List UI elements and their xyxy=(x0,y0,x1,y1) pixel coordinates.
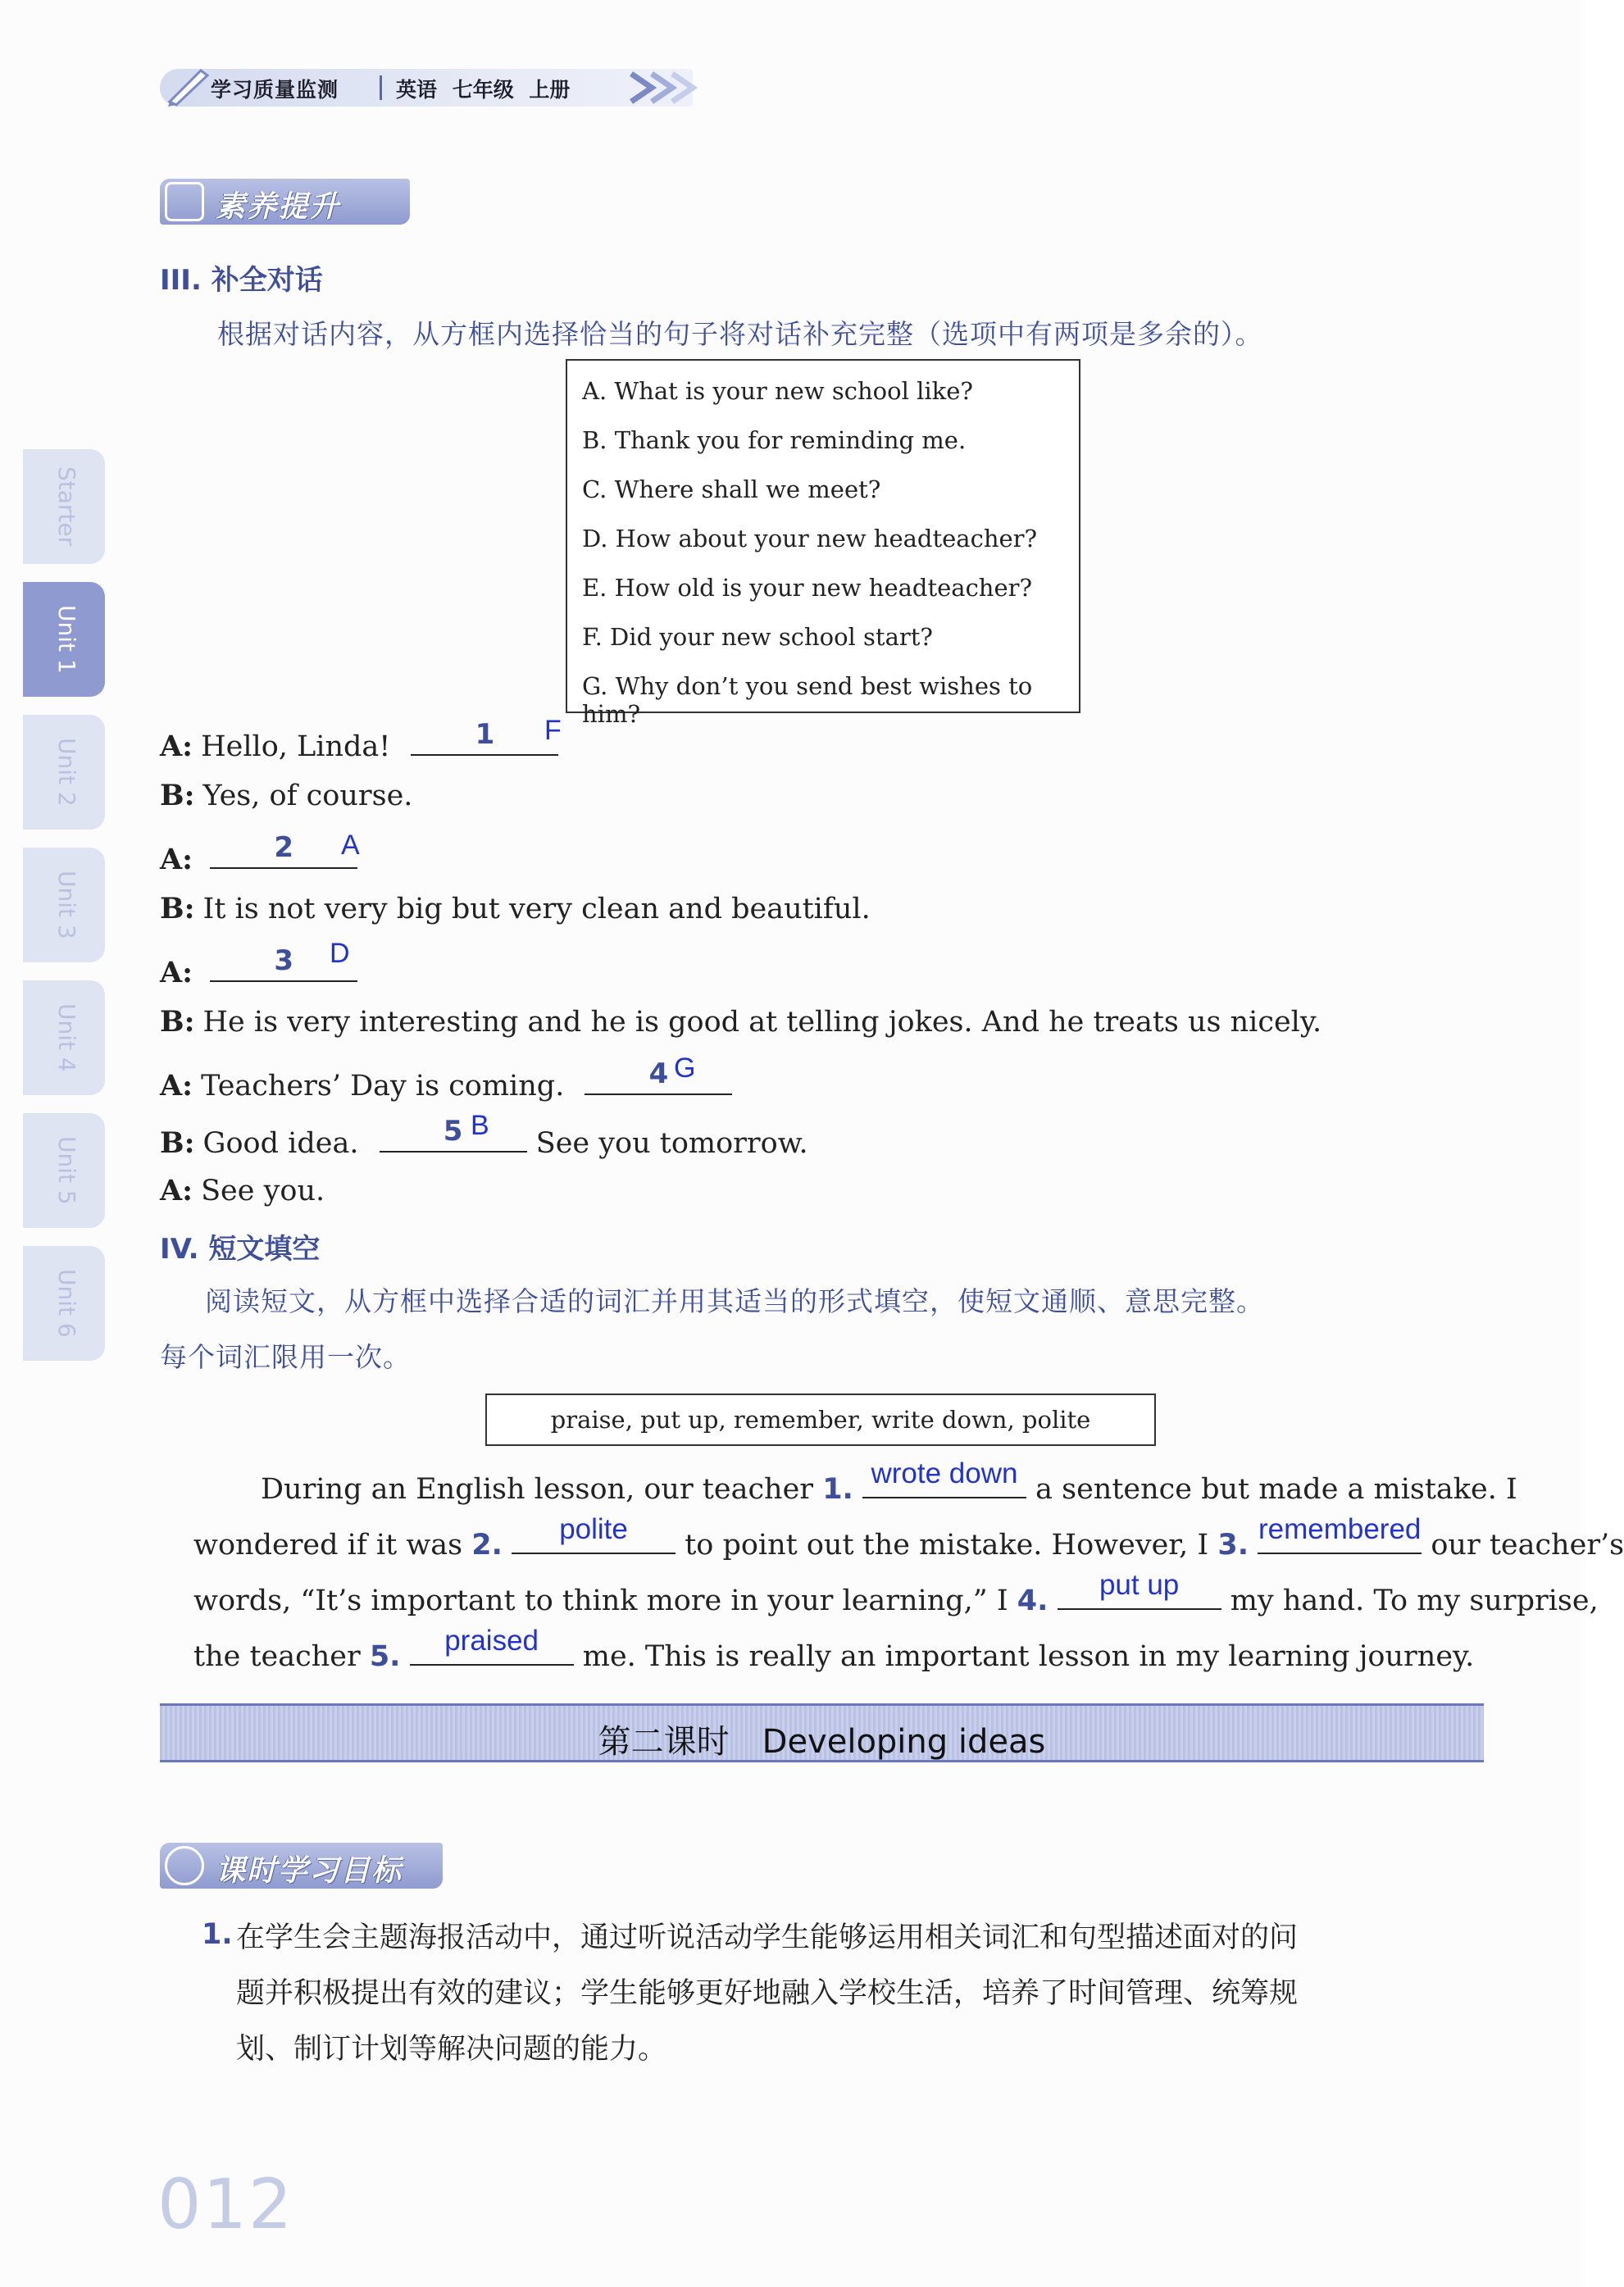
goal-number: 1. xyxy=(202,1918,233,1951)
option-g: G. Why don’t you send best wishes to him? xyxy=(582,672,1033,728)
fill-answer: put up xyxy=(1099,1569,1180,1601)
fill-blank-4[interactable] xyxy=(1058,1569,1221,1610)
speaker: B: xyxy=(160,779,195,812)
passage-text: to point out the mistake. However, I xyxy=(685,1529,1209,1562)
word-box: praise, put up, remember, write down, polite xyxy=(485,1394,1156,1446)
speaker: A: xyxy=(160,843,193,876)
section-banner-goals xyxy=(160,1843,443,1889)
blank-number: 3 xyxy=(274,944,294,977)
dialogue-text: Yes, of course. xyxy=(202,780,413,812)
blank-number: 5 xyxy=(443,1115,463,1148)
option-a: A. What is your new school like? xyxy=(582,377,973,405)
passage-line-1 xyxy=(261,1457,1517,1506)
side-tab-unit-1[interactable] xyxy=(23,582,105,697)
fill-answer: remembered xyxy=(1258,1513,1422,1545)
side-tab-label: Unit 2 xyxy=(53,738,80,807)
answer-3: D xyxy=(330,938,350,969)
section-3-instruction: 根据对话内容，从方框内选择恰当的句子将对话补充完整（选项中有两项是多余的）。 xyxy=(217,318,1263,350)
passage-line-3 xyxy=(193,1569,1599,1617)
banner-label: 素养提升 xyxy=(216,190,341,224)
section-3-title: III. 补全对话 xyxy=(160,264,323,297)
book-icon xyxy=(165,182,204,221)
blank-4[interactable] xyxy=(585,1057,732,1095)
page-header xyxy=(160,64,726,110)
passage-text: my hand. To my surprise, xyxy=(1230,1585,1599,1617)
option-d: D. How about your new headteacher? xyxy=(582,525,1038,552)
blank-5[interactable] xyxy=(380,1115,527,1153)
header-brand: 学习质量监测 xyxy=(211,78,339,102)
header-separator xyxy=(380,75,382,100)
passage-text: words, “It’s important to think more in your learning,” I xyxy=(193,1585,1008,1617)
answer-5: B xyxy=(471,1110,489,1141)
passage-text: a sentence but made a mistake. I xyxy=(1035,1473,1517,1506)
options-box xyxy=(566,359,1080,728)
dialogue-text: See you tomorrow. xyxy=(535,1127,808,1160)
target-icon xyxy=(165,1846,204,1885)
goal-line: 题并积极提出有效的建议；学生能够更好地融入学校生活，培养了时间管理、统筹规 xyxy=(236,1977,1299,2010)
speaker: B: xyxy=(160,1005,195,1039)
passage-line-4 xyxy=(193,1625,1485,1673)
page-number: 012 xyxy=(157,2164,294,2244)
goal-line: 在学生会主题海报活动中，通过听说活动学生能够运用相关词汇和句型描述面对的问 xyxy=(236,1921,1299,1954)
side-tab-unit-2[interactable] xyxy=(23,715,105,830)
blank-number: 5. xyxy=(369,1640,401,1673)
fill-answer: praised xyxy=(444,1625,539,1657)
dialogue-line-5 xyxy=(160,944,357,989)
section-banner-literacy xyxy=(160,179,410,225)
dialogue-line-6 xyxy=(160,1005,1321,1039)
lesson-title: 第二课时 Developing ideas xyxy=(598,1723,1046,1761)
blank-number: 2 xyxy=(274,831,294,864)
passage-text: wondered if it was xyxy=(193,1529,463,1562)
answer-4: G xyxy=(674,1053,696,1084)
fill-blank-3[interactable] xyxy=(1258,1513,1422,1554)
goal-text xyxy=(236,1910,1486,2077)
dialogue-line-7 xyxy=(160,1057,732,1103)
answer-1: F xyxy=(544,715,562,746)
fill-blank-5[interactable] xyxy=(410,1625,574,1666)
side-tab-label: Unit 6 xyxy=(53,1269,80,1338)
lesson-title-bar xyxy=(160,1703,1484,1762)
goal-line: 划、制订计划等解决问题的能力。 xyxy=(236,2033,667,2066)
side-tab-label: Starter xyxy=(53,466,80,547)
option-e: E. How old is your new headteacher? xyxy=(582,574,1033,602)
banner-label: 课时学习目标 xyxy=(216,1854,403,1888)
speaker: A: xyxy=(160,730,193,763)
blank-number: 4. xyxy=(1017,1585,1049,1617)
fill-blank-1[interactable] xyxy=(862,1457,1026,1498)
dialogue-line-9 xyxy=(160,1174,325,1207)
side-tab-unit-4[interactable] xyxy=(23,980,105,1095)
side-tab-label: Unit 5 xyxy=(53,1136,80,1205)
dialogue-line-1 xyxy=(160,718,558,763)
pen-icon xyxy=(165,66,214,107)
speaker: B: xyxy=(160,1126,195,1160)
dialogue-text: Hello, Linda! xyxy=(201,730,391,763)
header-subject: 英语 七年级 上册 xyxy=(396,78,571,102)
side-tab-unit-6[interactable] xyxy=(23,1246,105,1361)
dialogue-text: He is very interesting and he is good at telling jokes. And he treats us nicely. xyxy=(202,1006,1322,1039)
blank-2[interactable] xyxy=(210,831,357,869)
speaker: A: xyxy=(160,1069,193,1103)
option-b: B. Thank you for reminding me. xyxy=(582,426,967,454)
passage-line-2 xyxy=(193,1513,1624,1562)
dialogue-text: Good idea. xyxy=(202,1127,359,1160)
side-tab-label: Unit 1 xyxy=(53,605,80,674)
dialogue-text: Teachers’ Day is coming. xyxy=(201,1070,565,1103)
passage-text: our teacher’s xyxy=(1431,1529,1624,1562)
passage-text: me. This is really an important lesson in my learning journey. xyxy=(582,1640,1475,1673)
section-4-instruction-line-2: 每个词汇限用一次。 xyxy=(160,1341,411,1373)
blank-number: 3. xyxy=(1217,1529,1249,1562)
passage-text: the teacher xyxy=(193,1640,361,1673)
dialogue-text: It is not very big but very clean and beautiful. xyxy=(202,893,871,925)
chevrons-icon xyxy=(627,69,726,107)
passage-text: During an English lesson, our teacher xyxy=(261,1473,814,1506)
speaker: B: xyxy=(160,892,195,925)
side-tab-unit-5[interactable] xyxy=(23,1113,105,1228)
side-tab-label: Unit 3 xyxy=(53,871,80,939)
section-4-instruction-line-1: 阅读短文，从方框中选择合适的词汇并用其适当的形式填空，使短文通顺、意思完整。 xyxy=(205,1285,1264,1317)
blank-number: 1 xyxy=(475,718,495,751)
side-tab-starter[interactable] xyxy=(23,449,105,564)
speaker: A: xyxy=(160,956,193,989)
blank-number: 4 xyxy=(648,1057,669,1090)
side-tab-unit-3[interactable] xyxy=(23,848,105,962)
fill-answer: wrote down xyxy=(871,1457,1018,1489)
option-f: F. Did your new school start? xyxy=(582,623,933,651)
section-4-title: IV. 短文填空 xyxy=(160,1233,321,1266)
dialogue-line-4 xyxy=(160,892,871,925)
option-c: C. Where shall we meet? xyxy=(582,475,881,503)
dialogue-line-3 xyxy=(160,831,357,876)
blank-number: 2. xyxy=(471,1529,503,1562)
speaker: A: xyxy=(160,1174,193,1207)
dialogue-line-2 xyxy=(160,779,412,812)
side-tab-label: Unit 4 xyxy=(53,1003,80,1072)
dialogue-text: See you. xyxy=(201,1175,325,1207)
blank-number: 1. xyxy=(822,1473,853,1506)
blank-1[interactable] xyxy=(411,718,558,756)
answer-2: A xyxy=(341,830,360,861)
fill-blank-2[interactable] xyxy=(512,1513,676,1554)
fill-answer: polite xyxy=(559,1513,628,1545)
